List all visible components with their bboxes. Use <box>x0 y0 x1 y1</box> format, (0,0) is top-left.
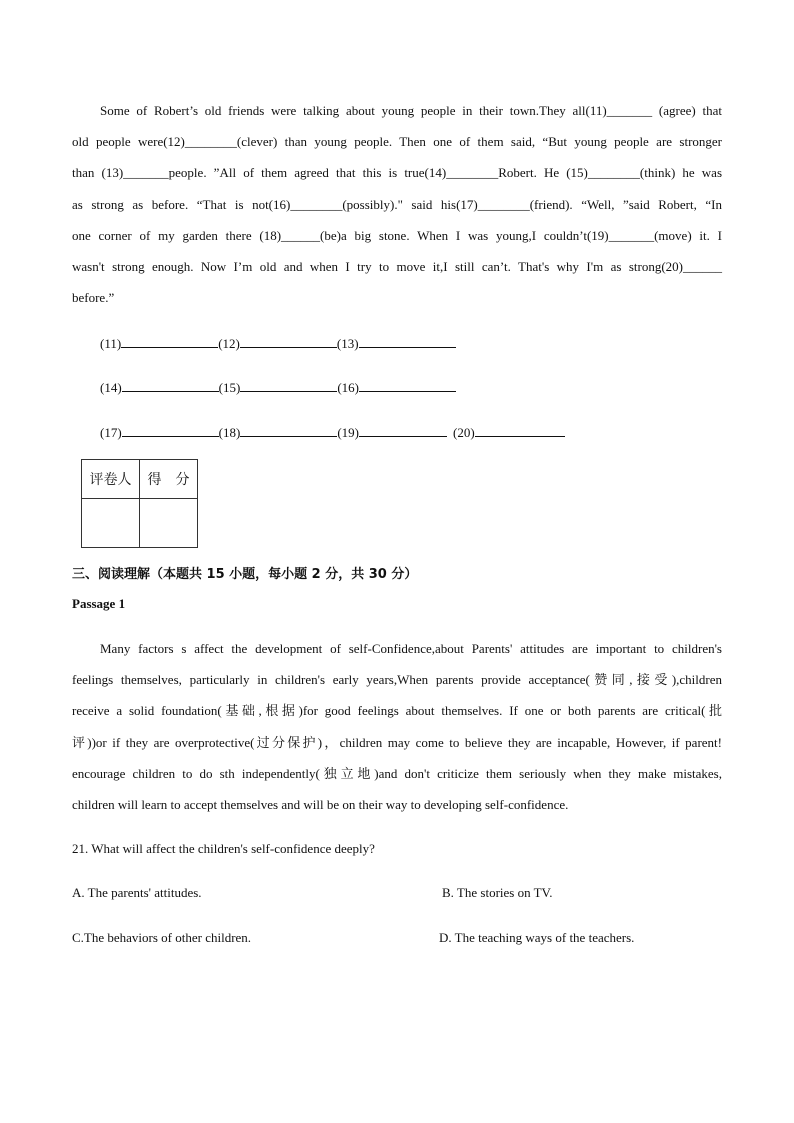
answer-number: (15) <box>218 380 241 395</box>
answer-number: (13) <box>336 336 359 351</box>
answer-number: (20) <box>453 425 475 440</box>
answer-number: (16) <box>337 380 360 395</box>
reviewer-cell[interactable] <box>82 499 140 548</box>
option-b[interactable]: B. The stories on TV. <box>442 885 553 900</box>
option-a[interactable]: A. The parents' attitudes. <box>72 885 202 900</box>
passage-line: 评))or if they are overprotective(过分保护)，children may come to believe they are incapable, However, if parent! <box>72 734 722 750</box>
passage-line: children will learn to accept themselves and will be on their way to developing self-confidence. <box>72 797 569 813</box>
cloze-line: Some of Robert’s old friends were talking about young people in their town.They all(11)_______ (agree) that <box>100 103 722 118</box>
answer-number: (11) <box>100 336 122 351</box>
score-label: 得 分 <box>140 460 198 499</box>
score-cell[interactable] <box>140 499 198 548</box>
answer-number: (12) <box>218 336 240 351</box>
cloze-line: than (13)_______people. ”All of them agreed that this is true(14)________Robert. He (15)________(think) he was <box>72 165 722 181</box>
passage-line: Many factors s affect the development of self-Confidence,about Parents' attitudes are important to children's <box>100 641 722 656</box>
answer-row <box>100 424 565 441</box>
answer-blank[interactable] <box>475 424 565 437</box>
answer-blank[interactable] <box>121 335 218 348</box>
answer-number: (14) <box>100 380 122 395</box>
passage-paragraph <box>72 633 722 820</box>
option-c[interactable]: C.The behaviors of other children. <box>72 930 252 945</box>
answer-row <box>100 335 456 352</box>
cloze-line: wasn't strong enough. Now I’m old and when I try to move it,I still can’t. That's why I'm as strong(20)______ <box>72 259 722 275</box>
reviewer-label: 评卷人 <box>82 460 140 499</box>
answer-number: (19) <box>337 425 360 440</box>
passage-line: feelings themselves, particularly in children's early years,When parents provide acceptance(赞同,接受),children <box>72 672 722 688</box>
answer-blank[interactable] <box>359 424 447 437</box>
answer-blank[interactable] <box>359 335 456 348</box>
cloze-line: one corner of my garden there (18)______(be)a big stone. When I was young,I couldn’t(19)_______(move) it. I <box>72 227 722 243</box>
cloze-paragraph <box>72 95 722 313</box>
answer-number: (17) <box>100 425 122 440</box>
passage-line: encourage children to do sth independently(独立地)and don't criticize them seriously when they make mistakes, <box>72 765 722 781</box>
score-table <box>81 459 198 548</box>
answer-blank[interactable] <box>240 379 337 392</box>
answer-number: (18) <box>218 425 241 440</box>
option-d[interactable]: D. The teaching ways of the teachers. <box>439 930 635 945</box>
passage-line: receive a solid foundation(基础,根据)for good feelings about themselves. If one or both parents are critical(批 <box>72 703 722 719</box>
answer-blank[interactable] <box>240 335 337 348</box>
question-stem: 21. What will affect the children's self-confidence deeply? <box>72 841 375 856</box>
cloze-line: as strong as before. “That is not(16)________(possibly)." said his(17)________(friend). “Well, ”said Robert, “In <box>72 196 722 212</box>
answer-blank[interactable] <box>359 379 456 392</box>
cloze-line: old people were(12)________(clever) than young people. Then one of them said, “But young people are stronger <box>72 134 722 150</box>
cloze-line: before.” <box>72 290 115 306</box>
answer-blank[interactable] <box>122 379 219 392</box>
section-title: 三、阅读理解（本题共 15 小题，每小题 2 分，共 30 分） <box>72 567 418 582</box>
passage-title: Passage 1 <box>72 596 126 611</box>
answer-row <box>100 379 456 396</box>
answer-blank[interactable] <box>122 424 219 437</box>
answer-blank[interactable] <box>240 424 337 437</box>
